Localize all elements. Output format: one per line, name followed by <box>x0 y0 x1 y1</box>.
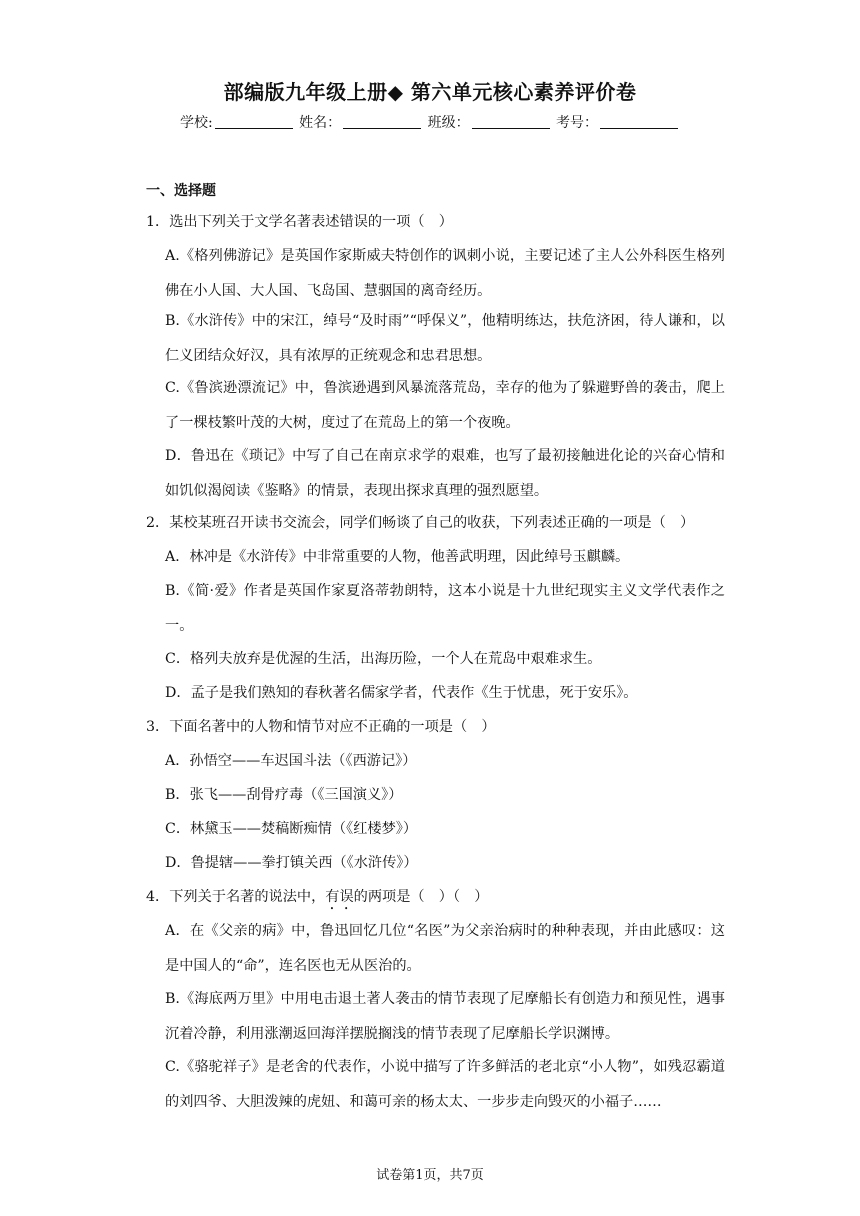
question-3-option-d: D．鲁提辖——拳打镇关西（《水浒传》） <box>165 855 418 871</box>
question-3-option-a: A．孙悟空——车迟国斗法（《西游记》） <box>165 753 417 769</box>
name-label: 姓名： <box>299 115 342 131</box>
question-2-option-b: B.《简·爱》作者是英国作家夏洛蒂勃朗特，这本小说是十九世纪现实主义文学代表作之一。 <box>165 583 725 634</box>
question-2-option-a: A．林冲是《水浒传》中非常重要的人物，他善武明理，因此绰号玉麒麟。 <box>165 549 630 565</box>
name-blank <box>343 114 421 129</box>
section-heading: 一、选择题 <box>146 183 216 199</box>
question-1-option-d: D．鲁迅在《琐记》中写了自己在南京求学的艰难，也写了最初接触进化论的兴奋心情和如饥似渴阅读《鉴略》的情景，表现出探求真理的强烈愿望。 <box>165 448 725 499</box>
question-3-option-b: B．张飞——刮骨疗毒（《三国演义》） <box>165 787 403 803</box>
question-1-option-b: B.《水浒传》中的宋江，绰号“及时雨”“呼保义”，他精明练达，扶危济困，待人谦和，以仁义团结众好汉，具有浓厚的正统观念和忠君思想。 <box>165 313 725 364</box>
page-footer: 试卷第1页，共7页 <box>376 1168 484 1183</box>
question-4-stem-start: 4．下列关于名著的说法中， <box>146 889 326 905</box>
school-blank <box>215 114 293 129</box>
question-2-option-c: C．格列夫放弃是优渥的生活，出海历险，一个人在荒岛中艰难求生。 <box>165 651 602 667</box>
question-4-emphasis: 有误 <box>325 889 354 905</box>
question-4-stem <box>146 880 716 914</box>
student-info-line <box>0 112 860 132</box>
class-blank <box>472 114 550 129</box>
exam-number-blank <box>600 114 678 129</box>
question-2-option-d: D．孟子是我们熟知的春秋著名儒家学者，代表作《生于忧患，死于安乐》。 <box>165 685 638 701</box>
question-1-option-a: A.《格列佛游记》是英国作家斯威夫特创作的讽刺小说，主要记述了主人公外科医生格列佛在小人国、大人国、飞岛国、慧骃国的离奇经历。 <box>165 248 725 299</box>
question-2-stem: 2．某校某班召开读书交流会，同学们畅谈了自己的收获，下列表述正确的一项是（ ） <box>146 515 695 531</box>
exam-number-label: 考号： <box>556 115 599 131</box>
question-1-option-c: C.《鲁滨逊漂流记》中，鲁滨逊遇到风暴流落荒岛，幸存的他为了躲避野兽的袭击，爬上了一棵枝繁叶茂的大树，度过了在荒岛上的第一个夜晚。 <box>165 380 725 431</box>
question-4-stem-end: 的两项是（ ）（ ） <box>353 889 489 905</box>
class-label: 班级： <box>427 115 470 131</box>
question-4-option-b: B.《海底两万里》中用电击退土著人袭击的情节表现了尼摩船长有创造力和预见性，遇事沉着冷静，利用涨潮返回海洋摆脱搁浅的情节表现了尼摩船长学识渊博。 <box>165 991 725 1042</box>
question-4-option-c: C.《骆驼祥子》是老舍的代表作，小说中描写了许多鲜活的老北京“小人物”，如残忍霸道的刘四爷、大胆泼辣的虎妞、和蔼可亲的杨太太、一步步走向毁灭的小福子…… <box>165 1059 725 1110</box>
page-title: 部编版九年级上册◆ 第六单元核心素养评价卷 <box>223 80 637 104</box>
question-3-stem: 3．下面名著中的人物和情节对应不正确的一项是（ ） <box>146 719 496 735</box>
question-3-option-c: C．林黛玉——焚稿断痴情（《红楼梦》） <box>165 821 418 837</box>
question-1-stem: 1．选出下列关于文学名著表述错误的一项（ ） <box>146 214 453 230</box>
question-4-option-a: A．在《父亲的病》中，鲁迅回忆几位“名医”为父亲治病时的种种表现，并由此感叹：这是中国人的“命”，连名医也无从医治的。 <box>165 923 725 974</box>
school-label: 学校: <box>179 115 213 131</box>
